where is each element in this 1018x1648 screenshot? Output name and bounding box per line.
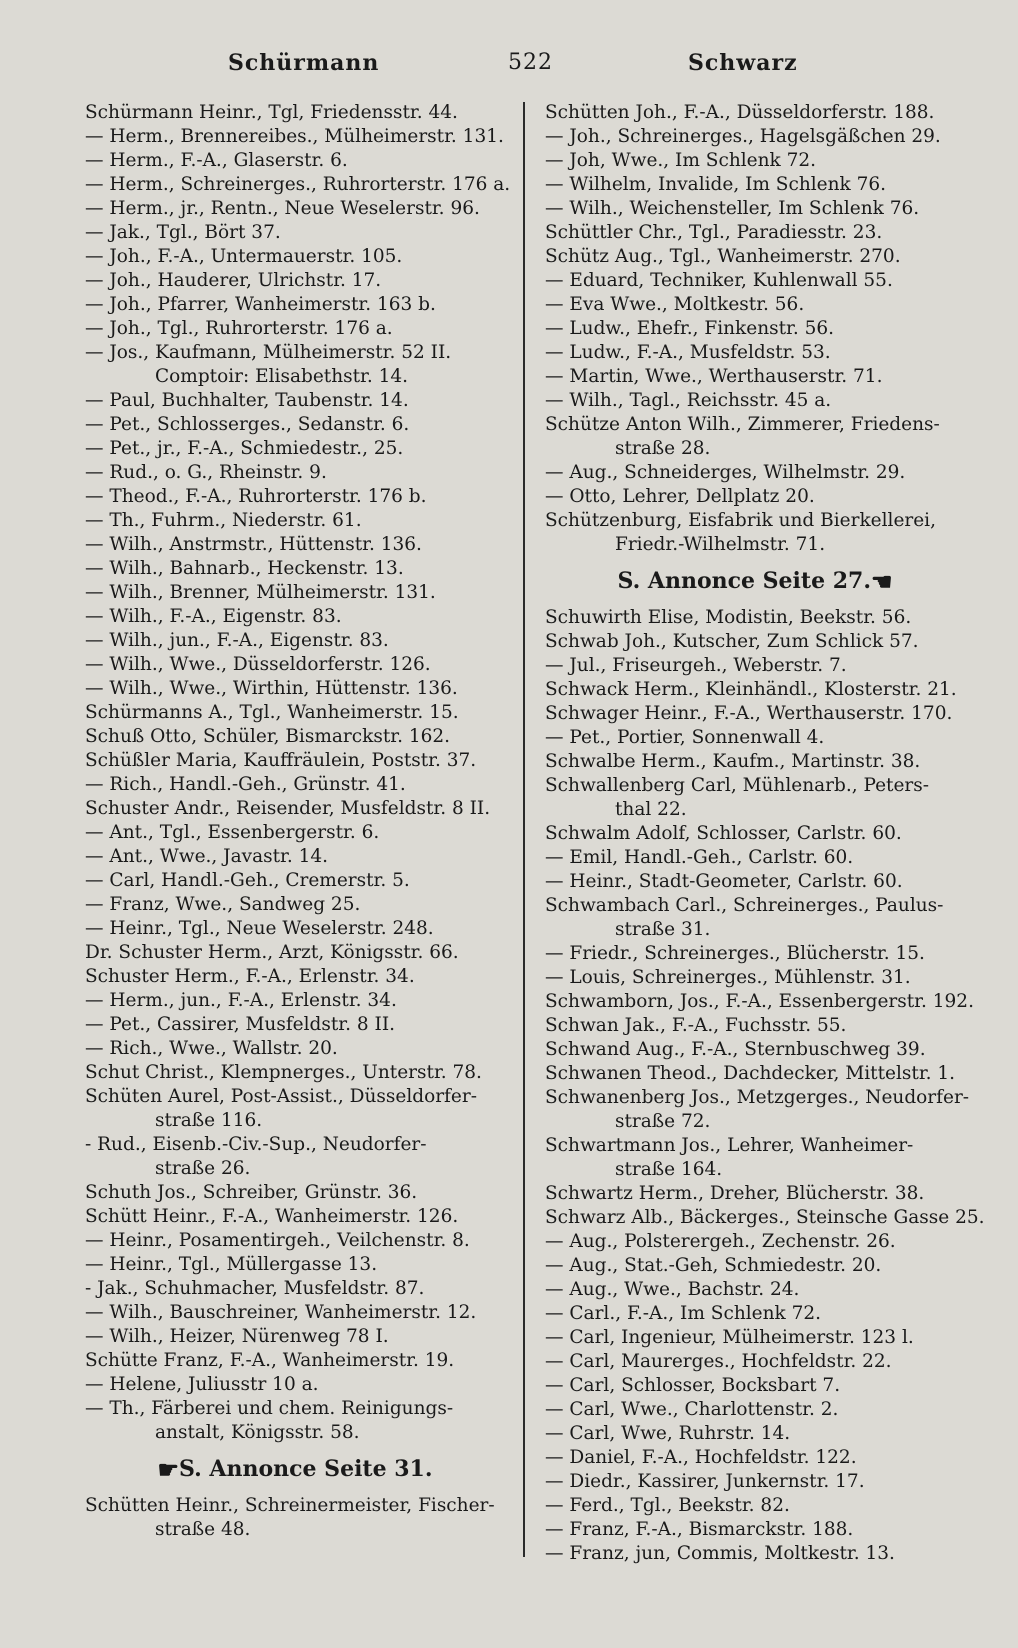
directory-entry: — Aug., Schneiderges, Wilhelmstr. 29. (545, 462, 906, 483)
directory-entry: Schützenburg, Eisfabrik und Bierkellerei, (545, 510, 936, 531)
directory-entry: — Herm., jun., F.-A., Erlenstr. 34. (85, 990, 397, 1011)
directory-entry: — Emil, Handl.-Geh., Carlstr. 60. (545, 847, 854, 868)
directory-entry: — Carl, Handl.-Geh., Cremerstr. 5. (85, 870, 410, 891)
directory-entry: thal 22. (615, 799, 687, 820)
directory-entry: — Wilh., Tagl., Reichsstr. 45 a. (545, 390, 832, 411)
directory-entry: — Carl, Ingenieur, Mülheimerstr. 123 l. (545, 1327, 914, 1348)
directory-entry: straße 48. (155, 1519, 251, 1540)
directory-entry: — Wilh., Bauschreiner, Wanheimerstr. 12. (85, 1302, 477, 1323)
column-divider (523, 102, 525, 1557)
directory-entry: — Carl, Wwe, Ruhrstr. 14. (545, 1423, 791, 1444)
directory-entry: — Eva Wwe., Moltkestr. 56. (545, 294, 805, 315)
directory-entry: — Aug., Wwe., Bachstr. 24. (545, 1279, 800, 1300)
directory-entry: — Franz, jun, Commis, Moltkestr. 13. (545, 1543, 895, 1564)
directory-entry: — Herm., Schreinerges., Ruhrorterstr. 176 a. (85, 174, 511, 195)
directory-entry: — Paul, Buchhalter, Taubenstr. 14. (85, 390, 409, 411)
directory-entry: — Aug., Stat.-Geh, Schmiedestr. 20. (545, 1255, 882, 1276)
directory-entry: straße 28. (615, 438, 711, 459)
directory-entry: — Joh., Tgl., Ruhrorterstr. 176 a. (85, 318, 393, 339)
directory-entry: Schütten Joh., F.-A., Düsseldorferstr. 188. (545, 102, 935, 123)
directory-entry: Comptoir: Elisabethstr. 14. (155, 366, 409, 387)
directory-entry: — Rich., Wwe., Wallstr. 20. (85, 1038, 338, 1059)
directory-entry: — Herm., F.-A., Glaserstr. 6. (85, 150, 348, 171)
directory-entry: Schütte Franz, F.-A., Wanheimerstr. 19. (85, 1350, 455, 1371)
directory-entry: — Wilh., Weichensteller, Im Schlenk 76. (545, 198, 920, 219)
directory-entry: — Ferd., Tgl., Beekstr. 82. (545, 1495, 790, 1516)
directory-entry: — Ludw., Ehefr., Finkenstr. 56. (545, 318, 835, 339)
directory-entry: straße 72. (615, 1111, 711, 1132)
directory-entry: Schwalm Adolf, Schlosser, Carlstr. 60. (545, 823, 902, 844)
directory-entry: — Friedr., Schreinerges., Blücherstr. 15. (545, 943, 925, 964)
directory-entry: Schwartz Herm., Dreher, Blücherstr. 38. (545, 1183, 925, 1204)
right-column (545, 101, 985, 1566)
directory-entry: Schwab Joh., Kutscher, Zum Schlick 57. (545, 631, 919, 652)
directory-entry: Friedr.-Wilhelmstr. 71. (615, 534, 826, 555)
directory-entry: Schuth Jos., Schreiber, Grünstr. 36. (85, 1182, 418, 1203)
directory-entry: — Pet., Portier, Sonnenwall 4. (545, 727, 825, 748)
directory-entry: Schütz Aug., Tgl., Wanheimerstr. 270. (545, 246, 901, 267)
directory-entry: — Heinr., Tgl., Neue Weselerstr. 248. (85, 918, 434, 939)
directory-entry: anstalt, Königsstr. 58. (155, 1422, 360, 1443)
advertisement-notice-text: S. Annonce Seite 27. (617, 568, 872, 594)
pointing-hand-icon: ☚ (871, 567, 893, 596)
directory-entry: — Joh., F.-A., Untermauerstr. 105. (85, 246, 403, 267)
directory-entry: — Daniel, F.-A., Hochfeldstr. 122. (545, 1447, 857, 1468)
directory-entry: Schuster Andr., Reisender, Musfeldstr. 8 II. (85, 798, 491, 819)
directory-entry: — Joh, Wwe., Im Schlenk 72. (545, 150, 817, 171)
directory-entry: — Louis, Schreinerges., Mühlenstr. 31. (545, 967, 911, 988)
directory-entry: Schwager Heinr., F.-A., Werthauserstr. 170. (545, 703, 953, 724)
directory-entry: straße 164. (615, 1159, 723, 1180)
directory-entry: — Heinr., Stadt-Geometer, Carlstr. 60. (545, 871, 903, 892)
pointing-hand-icon: ☛ (157, 1455, 179, 1484)
directory-entry: straße 26. (155, 1158, 251, 1179)
directory-entry: — Herm., Brennereibes., Mülheimerstr. 131. (85, 126, 504, 147)
directory-entry: Schütt Heinr., F.-A., Wanheimerstr. 126. (85, 1206, 459, 1227)
directory-entry: — Herm., jr., Rentn., Neue Weselerstr. 96. (85, 198, 480, 219)
directory-entry: — Heinr., Tgl., Müllergasse 13. (85, 1254, 378, 1275)
directory-entry: Schwan Jak., F.-A., Fuchsstr. 55. (545, 1015, 847, 1036)
directory-entry: — Wilh., Wwe., Düsseldorferstr. 126. (85, 654, 431, 675)
directory-entry: — Eduard, Techniker, Kuhlenwall 55. (545, 270, 893, 291)
header-right-keyword: Schwarz (688, 50, 798, 76)
directory-entry: Schüttler Chr., Tgl., Paradiesstr. 23. (545, 222, 883, 243)
directory-entry: Schüten Aurel, Post-Assist., Düsseldorfer- (85, 1086, 477, 1107)
directory-entry: Schuster Herm., F.-A., Erlenstr. 34. (85, 966, 415, 987)
directory-entry: Schwanen Theod., Dachdecker, Mittelstr. 1. (545, 1063, 956, 1084)
directory-entry: — Th., Färberei und chem. Reinigungs- (85, 1398, 454, 1419)
directory-entry: — Wilh., jun., F.-A., Eigenstr. 83. (85, 630, 389, 651)
directory-entry: straße 31. (615, 919, 711, 940)
directory-entry: — Franz, Wwe., Sandweg 25. (85, 894, 361, 915)
directory-entry: — Jak., Tgl., Bört 37. (85, 222, 281, 243)
directory-entry: — Pet., Schlosserges., Sedanstr. 6. (85, 414, 410, 435)
directory-entry: — Wilh., Brenner, Mülheimerstr. 131. (85, 582, 436, 603)
directory-entry: Schütze Anton Wilh., Zimmerer, Friedens- (545, 414, 940, 435)
directory-entry: — Ant., Wwe., Javastr. 14. (85, 846, 329, 867)
directory-entry: — Rich., Handl.-Geh., Grünstr. 41. (85, 774, 406, 795)
advertisement-notice-text: S. Annonce Seite 31. (178, 1456, 433, 1482)
directory-entry: Dr. Schuster Herm., Arzt, Königsstr. 66. (85, 942, 459, 963)
directory-entry: — Diedr., Kassirer, Junkernstr. 17. (545, 1471, 865, 1492)
directory-entry: — Th., Fuhrm., Niederstr. 61. (85, 510, 362, 531)
directory-entry: — Carl, Maurerges., Hochfeldstr. 22. (545, 1351, 892, 1372)
directory-entry: Schwallenberg Carl, Mühlenarb., Peters- (545, 775, 930, 796)
directory-entry: — Pet., Cassirer, Musfeldstr. 8 II. (85, 1014, 396, 1035)
directory-entry: — Jul., Friseurgeh., Weberstr. 7. (545, 655, 847, 676)
directory-entry: Schürmanns A., Tgl., Wanheimerstr. 15. (85, 702, 459, 723)
directory-entry: — Jos., Kaufmann, Mülheimerstr. 52 II. (85, 342, 452, 363)
directory-entry: — Ant., Tgl., Essenbergerstr. 6. (85, 822, 380, 843)
directory-entry: — Joh., Hauderer, Ulrichstr. 17. (85, 270, 382, 291)
directory-entry: — Wilhelm, Invalide, Im Schlenk 76. (545, 174, 887, 195)
directory-entry: — Carl, Schlosser, Bocksbart 7. (545, 1375, 841, 1396)
directory-entry: — Wilh., F.-A., Eigenstr. 83. (85, 606, 342, 627)
page-number: 522 (508, 50, 553, 75)
directory-entry: — Wilh., Anstrmstr., Hüttenstr. 136. (85, 534, 422, 555)
directory-entry: Schwalbe Herm., Kaufm., Martinstr. 38. (545, 751, 921, 772)
directory-entry: — Wilh., Wwe., Wirthin, Hüttenstr. 136. (85, 678, 458, 699)
directory-entry: — Joh., Schreinerges., Hagelsgäßchen 29. (545, 126, 941, 147)
directory-entry: - Rud., Eisenb.-Civ.-Sup., Neudorfer- (85, 1134, 427, 1155)
directory-entry: Schwartmann Jos., Lehrer, Wanheimer- (545, 1135, 914, 1156)
directory-entry: — Carl, Wwe., Charlottenstr. 2. (545, 1399, 839, 1420)
directory-entry: Schwanenberg Jos., Metzgerges., Neudorfer- (545, 1087, 970, 1108)
directory-entry: Schürmann Heinr., Tgl, Friedensstr. 44. (85, 102, 458, 123)
directory-entry: — Pet., jr., F.-A., Schmiedestr., 25. (85, 438, 404, 459)
header-left-keyword: Schürmann (228, 50, 380, 76)
directory-entry: — Martin, Wwe., Werthauserstr. 71. (545, 366, 883, 387)
directory-entry: straße 116. (155, 1110, 263, 1131)
directory-entry: — Aug., Polsterergeh., Zechenstr. 26. (545, 1231, 896, 1252)
directory-entry: — Carl., F.-A., Im Schlenk 72. (545, 1303, 822, 1324)
directory-entry: — Franz, F.-A., Bismarckstr. 188. (545, 1519, 854, 1540)
directory-entry: Schwack Herm., Kleinhändl., Klosterstr. 21. (545, 679, 957, 700)
directory-entry: Schuß Otto, Schüler, Bismarckstr. 162. (85, 726, 451, 747)
directory-entry: Schütten Heinr., Schreinermeister, Fischer- (85, 1495, 495, 1516)
directory-entry: — Helene, Juliusstr 10 a. (85, 1374, 319, 1395)
directory-entry: Schwand Aug., F.-A., Sternbuschweg 39. (545, 1039, 926, 1060)
directory-entry: - Jak., Schuhmacher, Musfeldstr. 87. (85, 1278, 425, 1299)
directory-entry: — Joh., Pfarrer, Wanheimerstr. 163 b. (85, 294, 436, 315)
directory-entry: Schwamborn, Jos., F.-A., Essenbergerstr. 192. (545, 991, 974, 1012)
directory-entry: Schwarz Alb., Bäckerges., Steinsche Gasse 25. (545, 1207, 985, 1228)
directory-entry: — Otto, Lehrer, Dellplatz 20. (545, 486, 815, 507)
directory-entry: Schwambach Carl., Schreinerges., Paulus- (545, 895, 944, 916)
directory-entry: — Theod., F.-A., Ruhrorterstr. 176 b. (85, 486, 427, 507)
directory-entry: — Heinr., Posamentirgeh., Veilchenstr. 8. (85, 1230, 470, 1251)
left-column (85, 101, 511, 1542)
directory-entry: Schüßler Maria, Kauffräulein, Poststr. 37. (85, 750, 477, 771)
directory-entry: Schuwirth Elise, Modistin, Beekstr. 56. (545, 607, 912, 628)
directory-entry: — Wilh., Bahnarb., Heckenstr. 13. (85, 558, 404, 579)
directory-entry: — Wilh., Heizer, Nürenweg 78 I. (85, 1326, 389, 1347)
directory-entry: — Ludw., F.-A., Musfeldstr. 53. (545, 342, 831, 363)
advertisement-notice (545, 565, 965, 598)
directory-entry: — Rud., o. G., Rheinstr. 9. (85, 462, 327, 483)
directory-entry: Schut Christ., Klempnerges., Unterstr. 78. (85, 1062, 482, 1083)
advertisement-notice (85, 1453, 505, 1486)
